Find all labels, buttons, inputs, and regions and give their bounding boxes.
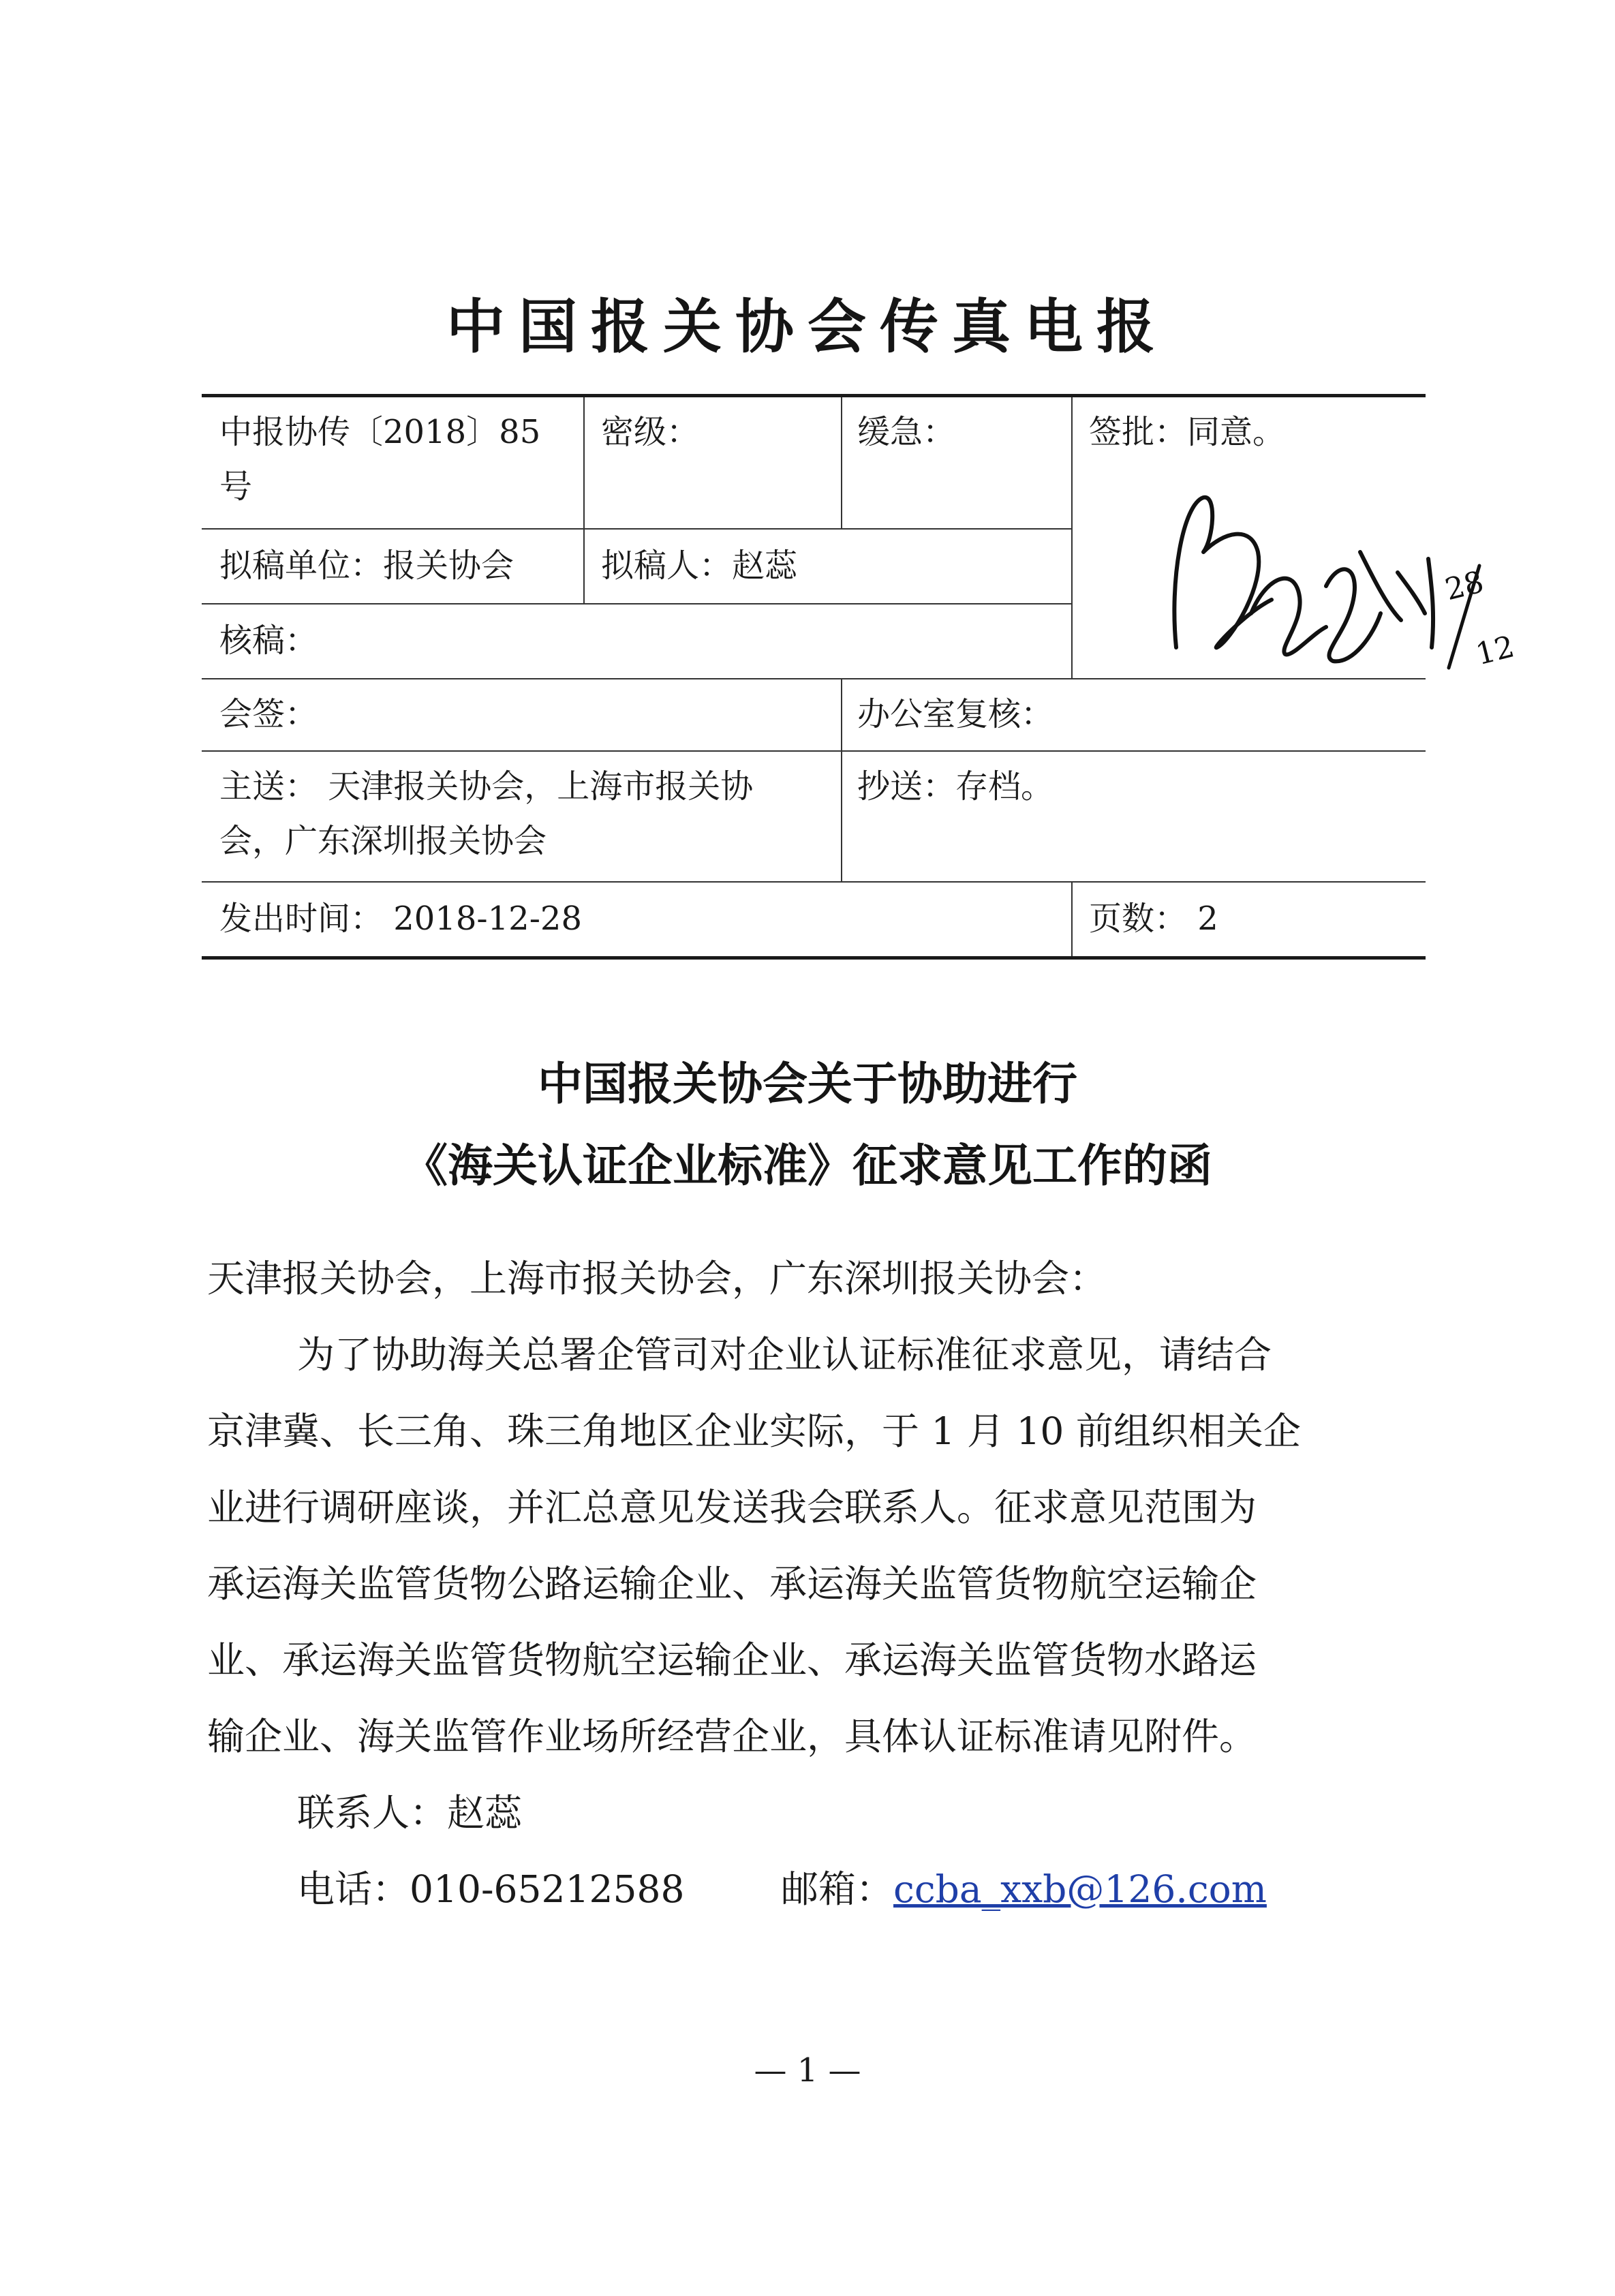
table-rule: [202, 603, 1071, 604]
review-label: 核稿：: [219, 622, 318, 660]
send-time-field: 发出时间： 2018-12-28: [219, 900, 583, 938]
main-recipients-continued: 会，广东深圳报关协会: [219, 822, 547, 860]
page-title: 中国报关协会传真电报: [446, 292, 1169, 361]
email-link[interactable]: ccba_xxb@126.com: [893, 1867, 1267, 1911]
office-review-label: 办公室复核：: [857, 695, 1054, 733]
letter-title-line1: 中国报关协会关于协助进行: [538, 1057, 1077, 1110]
cc-field: 抄送：存档。: [857, 767, 1054, 806]
contact-person: 联系人：赵蕊: [297, 1791, 523, 1835]
email-label: 邮箱：: [781, 1867, 894, 1911]
table-rule: [202, 881, 1426, 883]
salutation: 天津报关协会，上海市报关协会，广东深圳报关协会：: [207, 1257, 1107, 1300]
table-rule: [202, 750, 1426, 752]
signature-date-month: 12: [1472, 629, 1518, 673]
handwritten-signature: [1156, 477, 1537, 702]
drafting-unit-field: 拟稿单位：报关协会: [219, 547, 514, 585]
letter-title-line2: 《海关认证企业标准》征求意见工作的函: [403, 1139, 1212, 1192]
doc-number: 中报协传〔2018〕85: [219, 413, 541, 451]
body-line: 输企业、海关监管作业场所经营企业，具体认证标准请见附件。: [207, 1715, 1257, 1758]
table-rule: [841, 678, 842, 881]
body-line: 京津冀、长三角、珠三角地区企业实际，于 1 月 10 前组织相关企: [207, 1409, 1301, 1453]
countersign-label: 会签：: [219, 695, 318, 733]
approval-field: 签批：同意。: [1089, 413, 1286, 451]
secret-level-label: 密级：: [601, 413, 700, 451]
table-rule: [1071, 397, 1073, 678]
table-rule: [202, 528, 1071, 530]
body-line: 为了协助海关总署企管司对企业认证标准征求意见，请结合: [297, 1333, 1272, 1377]
table-rule: [583, 397, 585, 603]
body-line: 业进行调研座谈，并汇总意见发送我会联系人。征求意见范围为: [207, 1486, 1257, 1529]
contact-phone: 电话：010-65212588: [297, 1867, 685, 1911]
urgency-label: 缓急：: [857, 413, 956, 451]
table-rule: [1071, 881, 1073, 956]
signature-date-day: 28: [1441, 564, 1488, 608]
email-line: [781, 1851, 1267, 1927]
page-number: — 1 —: [754, 2051, 861, 2090]
body-line: 业、承运海关监管货物航空运输企业、承运海关监管货物水路运: [207, 1638, 1257, 1682]
body-line: 承运海关监管货物公路运输企业、承运海关监管货物航空运输企: [207, 1562, 1257, 1606]
main-recipients-field: 主送： 天津报关协会，上海市报关协: [219, 767, 754, 806]
page-count-field: 页数： 2: [1089, 900, 1218, 938]
table-rule: [841, 397, 842, 528]
drafter-field: 拟稿人：赵蕊: [601, 547, 798, 585]
doc-number-suffix: 号: [219, 468, 253, 506]
